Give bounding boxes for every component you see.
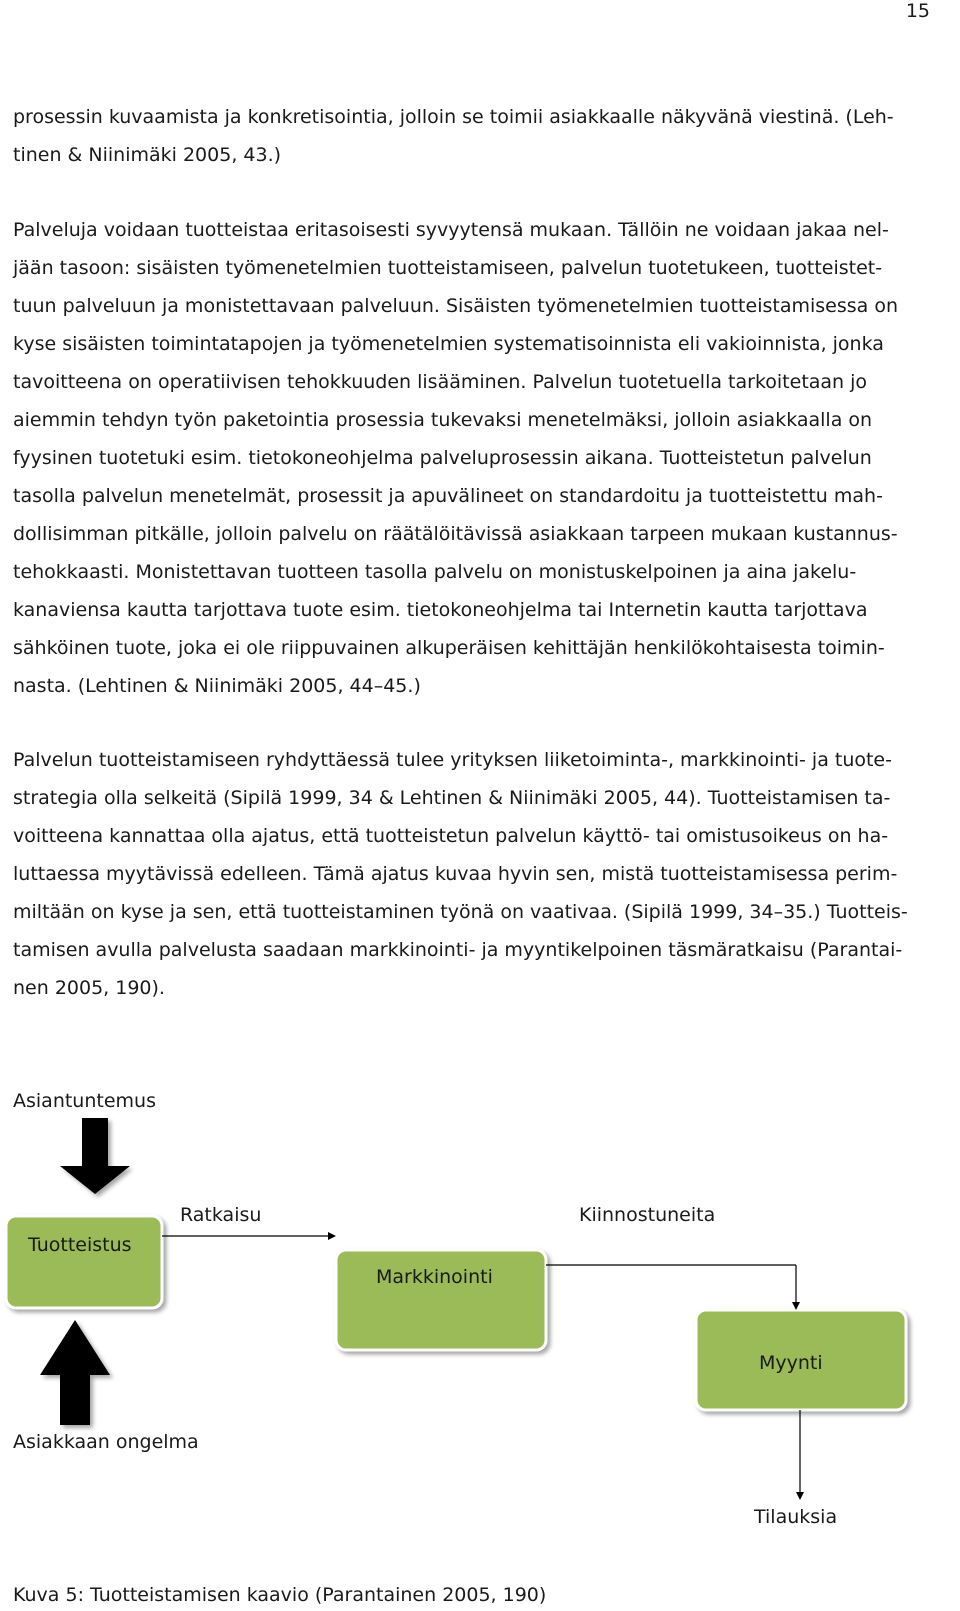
- down-arrow-icon: [60, 1118, 130, 1194]
- box-marketing: [336, 1250, 546, 1350]
- paragraph-3: [13, 741, 943, 1007]
- label-solution: Ratkaisu: [180, 1204, 262, 1226]
- text-line: sähköinen tuote, joka ei ole riippuvainen alkuperäisen kehittäjän henkilökohtaisesta toimin-: [13, 637, 885, 659]
- text-line: miltään on kyse ja sen, että tuotteistaminen työnä on vaativaa. (Sipilä 1999, 34–35.) Tuotteis-: [13, 901, 908, 923]
- label-interested: Kiinnostuneita: [579, 1204, 716, 1226]
- label-customer-problem: Asiakkaan ongelma: [13, 1431, 199, 1453]
- text-line: fyysinen tuotetuki esim. tietokoneohjelma palveluprosessin aikana. Tuotteistetun palvelun: [13, 447, 872, 469]
- text-line: Palveluja voidaan tuotteistaa eritasoisesti syvyytensä mukaan. Tällöin ne voidaan jakaa nel-: [13, 219, 889, 241]
- paragraph-1: [13, 98, 943, 174]
- text-line: Palvelun tuotteistamiseen ryhdyttäessä tulee yrityksen liiketoiminta-, markkinointi- ja tuote-: [13, 749, 892, 771]
- text-line: nasta. (Lehtinen & Niinimäki 2005, 44–45.): [13, 675, 421, 697]
- arrowhead-right-icon: [328, 1232, 336, 1240]
- text-line: dollisimman pitkälle, jolloin palvelu on räätälöitävissä asiakkaan tarpeen mukaan kustannus-: [13, 523, 898, 545]
- arrowhead-down-icon: [796, 1492, 804, 1500]
- text-line: tavoitteena on operatiivisen tehokkuuden lisääminen. Palvelun tuotetuella tarkoitetaan jo: [13, 371, 868, 393]
- text-line: voitteena kannattaa olla ajatus, että tuotteistetun palvelun käyttö- tai omistusoikeus on ha-: [13, 825, 889, 847]
- page-number: 15: [905, 0, 930, 22]
- text-line: strategia olla selkeitä (Sipilä 1999, 34 & Lehtinen & Niinimäki 2005, 44). Tuotteistamisen ta-: [13, 787, 891, 809]
- text-line: tuun palveluun ja monistettavaan palveluun. Sisäisten työmenetelmien tuotteistamisessa on: [13, 295, 898, 317]
- paragraph-2: [13, 211, 943, 705]
- text-line: nen 2005, 190).: [13, 977, 165, 999]
- text-line: tasolla palvelun menetelmät, prosessit ja apuvälineet on standardoitu ja tuotteistettu mah-: [13, 485, 883, 507]
- label-expertise: Asiantuntemus: [13, 1090, 156, 1112]
- figure-caption: Kuva 5: Tuotteistamisen kaavio (Parantainen 2005, 190): [13, 1584, 547, 1606]
- text-line: kyse sisäisten toimintatapojen ja työmenetelmien systematisoinnista eli vakioinnista, jonka: [13, 333, 884, 355]
- box-marketing-label: Markkinointi: [376, 1266, 493, 1288]
- label-orders: Tilauksia: [754, 1506, 838, 1528]
- text-line: kanaviensa kautta tarjottava tuote esim. tietokoneohjelma tai Internetin kautta tarjottava: [13, 599, 868, 621]
- productization-diagram: [0, 1080, 960, 1560]
- text-line: aiemmin tehdyn työn paketointia prosessia tukevaksi menetelmäksi, jolloin asiakkaalla on: [13, 409, 873, 431]
- connector-2: [546, 1265, 796, 1302]
- up-arrow-icon: [40, 1320, 110, 1425]
- text-line: tehokkaasti. Monistettavan tuotteen tasolla palvelu on monistuskelpoinen ja aina jakelu-: [13, 561, 857, 583]
- text-line: prosessin kuvaamista ja konkretisointia, jolloin se toimii asiakkaalle näkyvänä viestinä. (Leh-: [13, 106, 894, 128]
- diagram-shapes: [0, 1080, 960, 1560]
- text-line: luttaessa myytävissä edelleen. Tämä ajatus kuvaa hyvin sen, mistä tuotteistamisessa perim-: [13, 863, 898, 885]
- text-line: jään tasoon: sisäisten työmenetelmien tuotteistamiseen, palvelun tuotetukeen, tuotteistet-: [13, 257, 883, 279]
- text-line: tamisen avulla palvelusta saadaan markkinointi- ja myyntikelpoinen täsmäratkaisu (Parantai-: [13, 939, 903, 961]
- box-sales-label: Myynti: [759, 1352, 823, 1374]
- text-line: tinen & Niinimäki 2005, 43.): [13, 144, 282, 166]
- box-product: [6, 1216, 162, 1308]
- box-product-label: Tuotteistus: [28, 1234, 132, 1256]
